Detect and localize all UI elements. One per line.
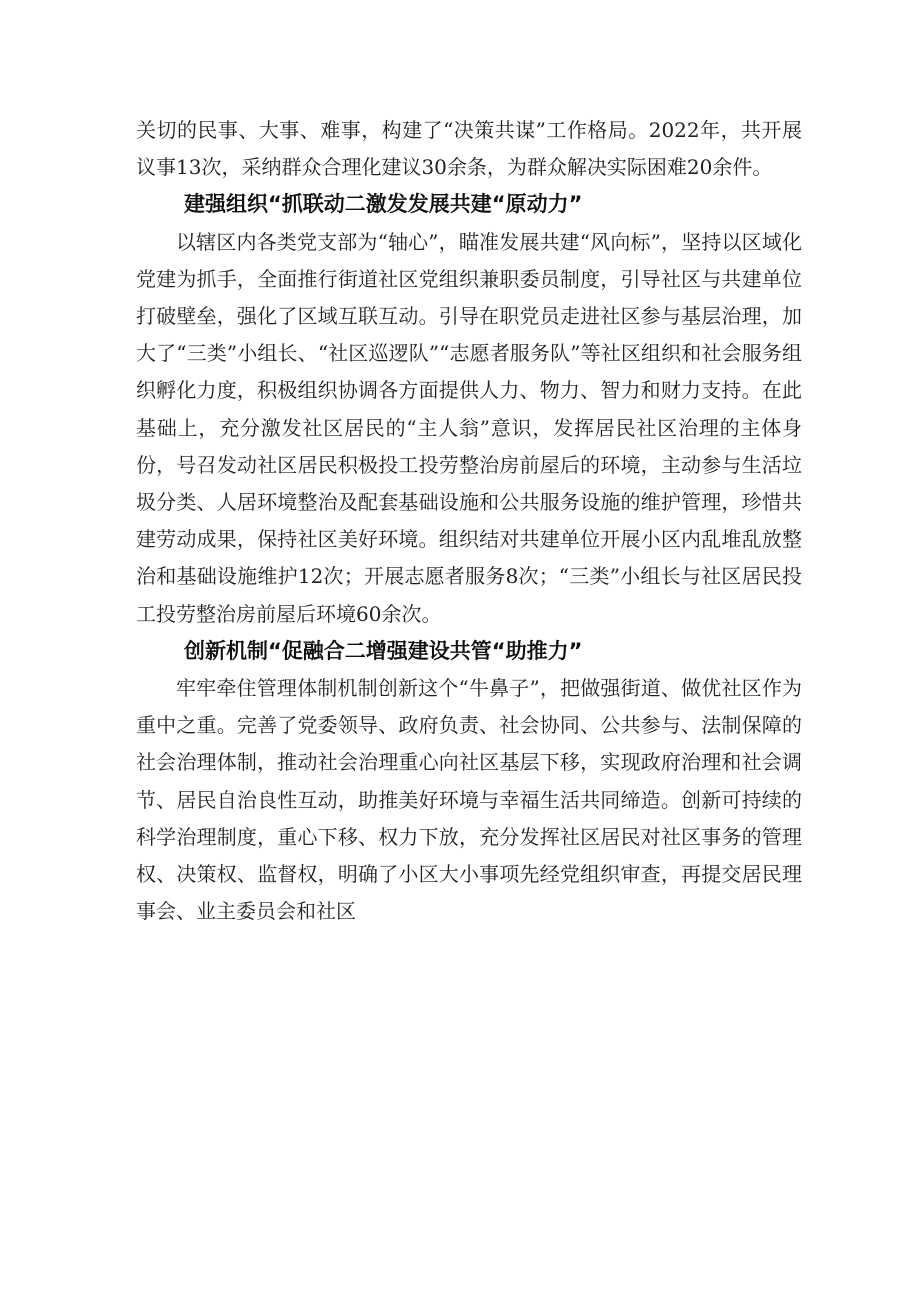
document-body (136, 112, 802, 930)
paragraph-mechanism: 牢牢牵住管理体制机制创新这个“牛鼻子”，把做强街道、做优社区作为重中之重。完善了党委领导、政府负责、社会协同、公共参与、法制保障的社会治理体制，推动社会治理重心向社区基层下移，实现政府治理和社会调节、居民自治良性互动，助推美好环境与幸福生活共同缔造。创新可持续的科学治理制度，重心下移、权力下放，充分发挥社区居民对社区事务的管理权、决策权、监督权，明确了小区大小事项先经党组织审查，再提交居民理事会、业主委员会和社区 (136, 676, 802, 924)
section-heading-organization: 建强组织“抓联动二激发发展共建“原动力” (184, 192, 583, 217)
paragraph-organization: 以辖区内各类党支部为“轴心”，瞄准发展共建“风向标”，坚持以区域化党建为抓手，全面推行街道社区党组织兼职委员制度，引导社区与共建单位打破壁垒，强化了区域互联互动。引导在职党员走进社区参与基层治理，加大了“三类”小组长、“社区巡逻队”“志愿者服务队”等社区组织和社会服务组织孵化力度，积极组织协调各方面提供人力、物力、智力和财力支持。在此基础上，充分激发社区居民的“主人翁”意识，发挥居民社区治理的主体身份，号召发动社区居民积极投工投劳整治房前屋后的环境，主动参与生活垃圾分类、人居环境整治及配套基础设施和公共服务设施的维护管理，珍惜共建劳动成果，保持社区美好环境。组织结对共建单位开展小区内乱堆乱放整治和基础设施维护12次；开展志愿者服务8次；“三类”小组长与社区居民投工投劳整治房前屋后环境60余次。 (136, 229, 802, 626)
paragraph-continuation: 关切的民事、大事、难事，构建了“决策共谋”工作格局。2022年，共开展议事13次，采纳群众合理化建议30余条，为群众解决实际困难20余件。 (136, 118, 802, 180)
section-heading-mechanism: 创新机制“促融合二增强建设共管“助推力” (184, 638, 583, 663)
